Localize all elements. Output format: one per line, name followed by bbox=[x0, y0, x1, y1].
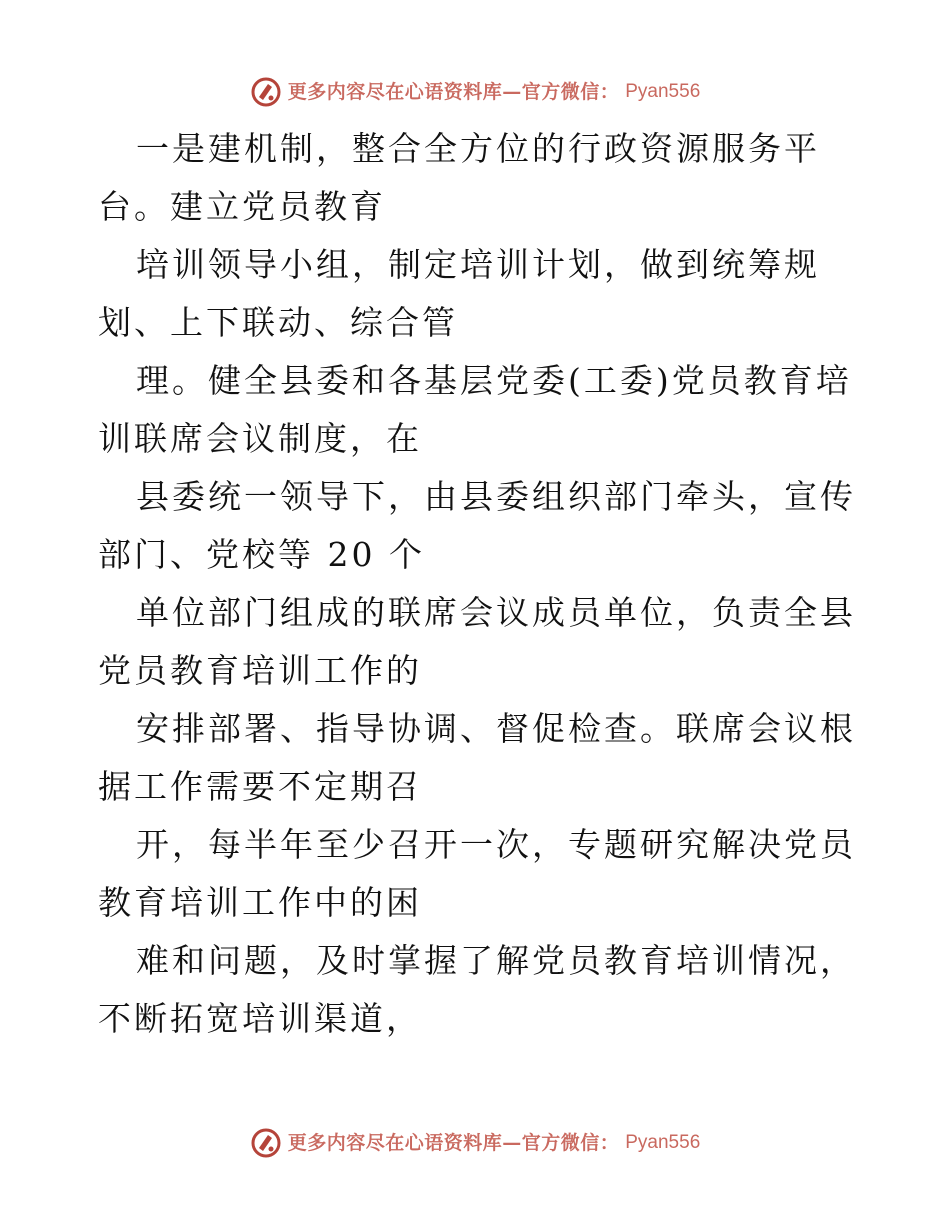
paragraph: 培训领导小组，制定培训计划，做到统筹规划、上下联动、综合管 bbox=[98, 245, 820, 342]
paragraph: 一是建机制，整合全方位的行政资源服务平台。建立党员教育 bbox=[98, 129, 820, 226]
watermark-text: 更多内容尽在心语资料库—官方微信： bbox=[287, 1132, 620, 1154]
paragraph: 理。健全县委和各基层党委(工委)党员教育培训联席会议制度，在 bbox=[98, 361, 852, 458]
watermark-wechat-id: Pyan556 bbox=[625, 81, 701, 102]
paragraph: 单位部门组成的联席会议成员单位，负责全县党员教育培训工作的 bbox=[98, 593, 856, 690]
paragraph: 难和问题，及时掌握了解党员教育培训情况，不断拓宽培训渠道， bbox=[98, 941, 856, 1038]
logo-icon bbox=[250, 1127, 282, 1159]
paragraph: 开，每半年至少召开一次，专题研究解决党员教育培训工作中的困 bbox=[98, 825, 856, 922]
watermark-wechat-id: Pyan556 bbox=[625, 1132, 701, 1153]
header-watermark bbox=[0, 76, 950, 108]
logo-icon bbox=[250, 76, 282, 108]
paragraph: 县委统一领导下，由县委组织部门牵头，宣传部门、党校等 20 个 bbox=[98, 477, 856, 574]
watermark-text: 更多内容尽在心语资料库—官方微信： bbox=[287, 81, 620, 103]
paragraph: 安排部署、指导协调、督促检查。联席会议根据工作需要不定期召 bbox=[98, 709, 856, 806]
footer-watermark bbox=[0, 1127, 950, 1159]
document-body bbox=[98, 120, 858, 1048]
